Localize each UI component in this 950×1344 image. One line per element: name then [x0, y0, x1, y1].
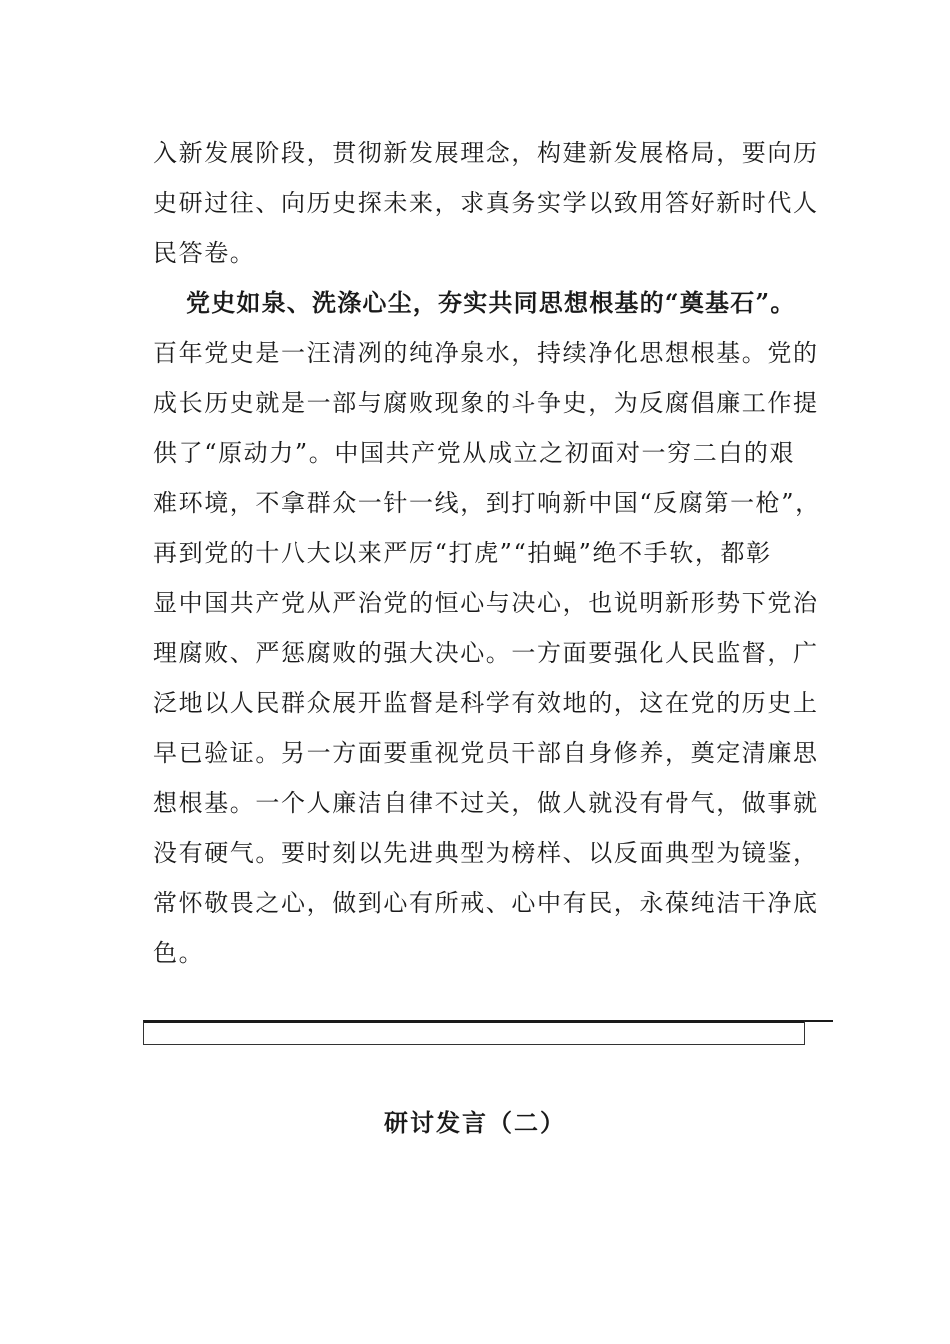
body-line: 供了“原动力”。中国共产党从成立之初面对一穷二白的艰 [153, 439, 796, 467]
body-line: 成长历史就是一部与腐败现象的斗争史，为反腐倡廉工作提 [153, 389, 819, 417]
section-divider [143, 1020, 805, 1045]
body-line: 色。 [153, 939, 205, 967]
body-line: 理腐败、严惩腐败的强大决心。一方面要强化人民监督，广 [153, 639, 819, 667]
body-line: 常怀敬畏之心，做到心有所戒、心中有民，永葆纯洁干净底 [153, 889, 819, 917]
body-line: 没有硬气。要时刻以先进典型为榜样、以反面典型为镜鉴， [153, 839, 819, 867]
body-line: 泛地以人民群众展开监督是科学有效地的，这在党的历史上 [153, 689, 819, 717]
intro-line: 入新发展阶段，贯彻新发展理念，构建新发展格局，要向历 [153, 139, 819, 167]
next-section-title: 研讨发言（二） [384, 1108, 566, 1137]
body-line: 显中国共产党从严治党的恒心与决心，也说明新形势下党治 [153, 589, 819, 617]
divider-tail [805, 1020, 833, 1022]
section-heading: 党史如泉、洗涤心尘，夯实共同思想根基的“奠基石”。 [186, 288, 796, 317]
body-line: 早已验证。另一方面要重视党员干部自身修养，奠定清廉思 [153, 739, 819, 767]
body-line: 百年党史是一汪清冽的纯净泉水，持续净化思想根基。党的 [153, 339, 819, 367]
intro-line: 民答卷。 [153, 239, 256, 267]
body-line: 想根基。一个人廉洁自律不过关，做人就没有骨气，做事就 [153, 789, 819, 817]
intro-line: 史研过往、向历史探未来，求真务实学以致用答好新时代人 [153, 189, 819, 217]
body-line: 再到党的十八大以来严厉“打虎”“拍蝇”绝不手软，都彰 [153, 539, 772, 567]
body-line: 难环境，不拿群众一针一线，到打响新中国“反腐第一枪”， [153, 489, 821, 517]
